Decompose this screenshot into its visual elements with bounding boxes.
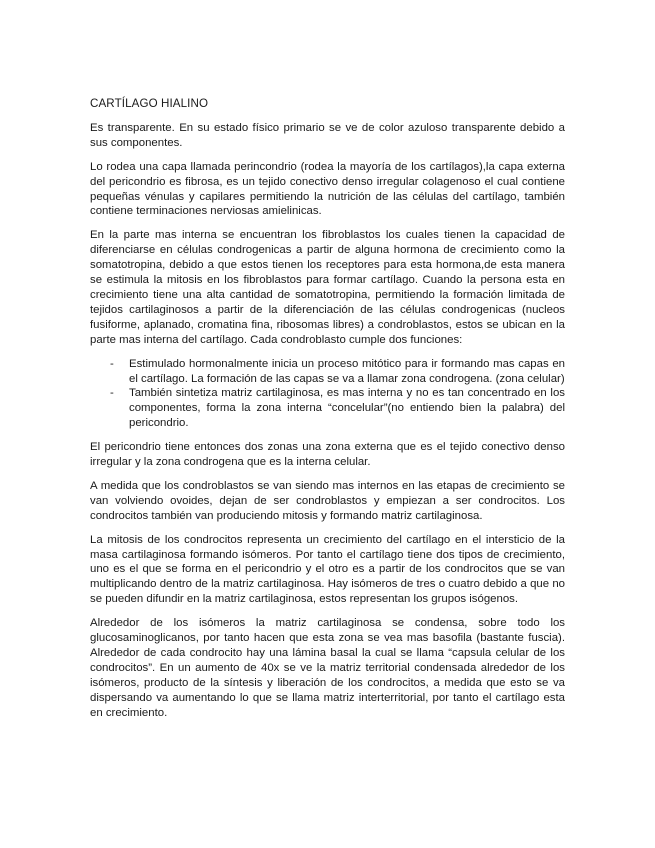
paragraph-mitosis: La mitosis de los condrocitos representa un crecimiento del cartílago en el intersticio de la masa cartilaginosa formando isómeros. Por tanto el cartílago tiene dos tipos de crecimiento, uno es el que se forma en el pericondrio y el otro es a partir de los condrocitos que se van multiplicando dentro de la matriz cartilaginosa. Hay isómeros de tres o cuatro debido a que no se pueden difundir en la matriz cartilaginosa, estos representan los grupos isógenos. bbox=[90, 533, 565, 606]
paragraph-pericondrio: Lo rodea una capa llamada perincondrio (rodea la mayoría de los cartílagos),la capa externa del pericondrio es fibrosa, es un tejido conectivo denso irregular colagenoso el cual contiene pequeñas vénulas y capilares permitiendo la nutrición de las células del cartílago, también contiene terminaciones nerviosas amielinicas. bbox=[90, 160, 565, 218]
list-dash-marker: - bbox=[110, 357, 114, 370]
condroblasto-functions-list bbox=[90, 357, 565, 432]
list-item-text: También sintetiza matriz cartilaginosa, es mas interna y no es tan concentrado en los componentes, forma la zona interna “concelular”(no entiendo bien la palabra) del pericondrio. bbox=[129, 387, 565, 430]
paragraph-zonas: El pericondrio tiene entonces dos zonas una zona externa que es el tejido conectivo denso irregular y la zona condrogena que es la interna celular. bbox=[90, 441, 565, 469]
paragraph-isomeros: Alrededor de los isómeros la matriz cartilaginosa se condensa, sobre todo los glucosaminoglicanos, por tanto hacen que esta zona se vea mas basofila (bastante fuscia). Alrededor de cada condrocito hay una lámina basal la cual se llama “capsula celular de los condrocitos”. En un aumento de 40x se ve la matriz territorial condensada alrededor de los isómeros, producto de la síntesis y liberación de los condrocitos, a medida que esto se va dispersando va aumentando lo que se llama matriz interterritorial, por tanto el cartílago esta en crecimiento. bbox=[90, 617, 565, 719]
list-item-text: Estimulado hormonalmente inicia un proceso mitótico para ir formando mas capas en el cartílago. La formación de las capas se va a llamar zona condrogena. (zona celular) bbox=[129, 357, 565, 385]
document-page bbox=[90, 97, 565, 730]
list-dash-marker: - bbox=[110, 387, 114, 400]
document-title: CARTÍLAGO HIALINO bbox=[90, 97, 209, 110]
paragraph-transparency: Es transparente. En su estado físico primario se ve de color azuloso transparente debido a sus componentes. bbox=[90, 121, 565, 149]
list-item bbox=[90, 357, 565, 387]
paragraph-condrocitos: A medida que los condroblastos se van siendo mas internos en las etapas de crecimiento se van volviendo ovoides, dejan de ser condroblastos y empiezan a ser condrocitos. Los condrocitos también van produciendo mitosis y formando matriz cartilaginosa. bbox=[90, 479, 565, 522]
list-item bbox=[90, 386, 565, 431]
paragraph-fibroblastos: En la parte mas interna se encuentran los fibroblastos los cuales tienen la capacidad de diferenciarse en células condrogenicas a partir de alguna hormona de crecimiento como la somatotropina, debido a que estos tienen los receptores para esta hormona,de esta manera se estimula la mitosis en los fibroblastos para formar cartílago. Cuando la persona esta en crecimiento tiene una alta cantidad de somatotropina, permitiendo la formación limitada de tejidos cartilaginosos a partir de la diferenciación de las células condrogenicas (nucleos fusiforme, aplanado, cromatina fina, ribosomas libres) a condroblastos, estos se ubican en la parte mas interna del cartílago. Cada condroblasto cumple dos funciones: bbox=[90, 229, 565, 346]
